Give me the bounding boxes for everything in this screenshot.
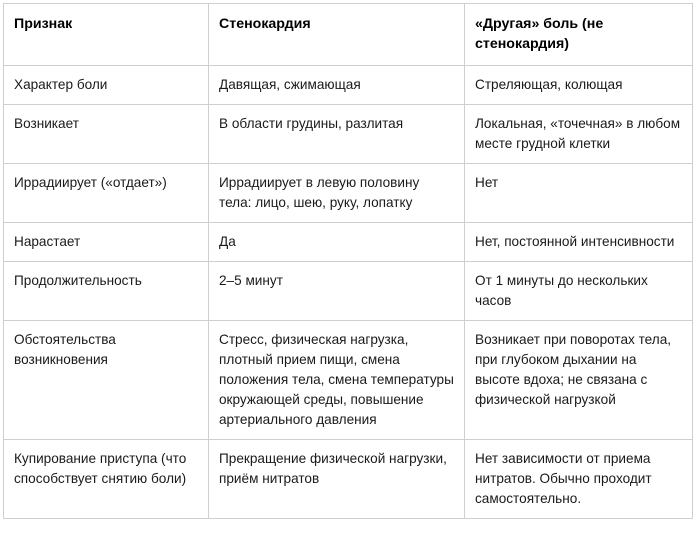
cell-angina: Прекращение физической нагрузки, приём нитратов (209, 439, 465, 518)
cell-angina: В области грудины, разлитая (209, 105, 465, 164)
cell-other-pain: Нет (465, 164, 693, 223)
cell-feature: Обстоятельства возникновения (4, 321, 209, 440)
cell-feature: Характер боли (4, 66, 209, 105)
cell-feature: Купирование приступа (что способствует снятию боли) (4, 439, 209, 518)
cell-angina: Стресс, физическая нагрузка, плотный прием пищи, смена положения тела, смена температуры окружающей среды, повышение артериального давления (209, 321, 465, 440)
table-row (4, 439, 693, 518)
cell-angina: Иррадиирует в левую половину тела: лицо, шею, руку, лопатку (209, 164, 465, 223)
table-row (4, 66, 693, 105)
comparison-table (3, 3, 693, 519)
cell-feature: Возникает (4, 105, 209, 164)
table-body (4, 66, 693, 519)
cell-angina: 2–5 минут (209, 262, 465, 321)
cell-other-pain: Стреляющая, колющая (465, 66, 693, 105)
cell-other-pain: Возникает при поворотах тела, при глубоком дыхании на высоте вдоха; не связана с физической нагрузкой (465, 321, 693, 440)
cell-other-pain: Локальная, «точечная» в любом месте грудной клетки (465, 105, 693, 164)
table-row (4, 105, 693, 164)
cell-angina: Да (209, 223, 465, 262)
cell-feature: Продолжительность (4, 262, 209, 321)
cell-angina: Давящая, сжимающая (209, 66, 465, 105)
cell-feature: Нарастает (4, 223, 209, 262)
table-row (4, 321, 693, 440)
cell-other-pain: От 1 минуты до нескольких часов (465, 262, 693, 321)
cell-feature: Иррадиирует («отдает») (4, 164, 209, 223)
table-header-row (4, 4, 693, 66)
table-row (4, 262, 693, 321)
column-header-feature: Признак (4, 4, 209, 66)
cell-other-pain: Нет зависимости от приема нитратов. Обычно проходит самостоятельно. (465, 439, 693, 518)
column-header-other-pain: «Другая» боль (не стенокардия) (465, 4, 693, 66)
cell-other-pain: Нет, постоянной интенсивности (465, 223, 693, 262)
table-header (4, 4, 693, 66)
table-row (4, 223, 693, 262)
table-row (4, 164, 693, 223)
column-header-angina: Стенокардия (209, 4, 465, 66)
